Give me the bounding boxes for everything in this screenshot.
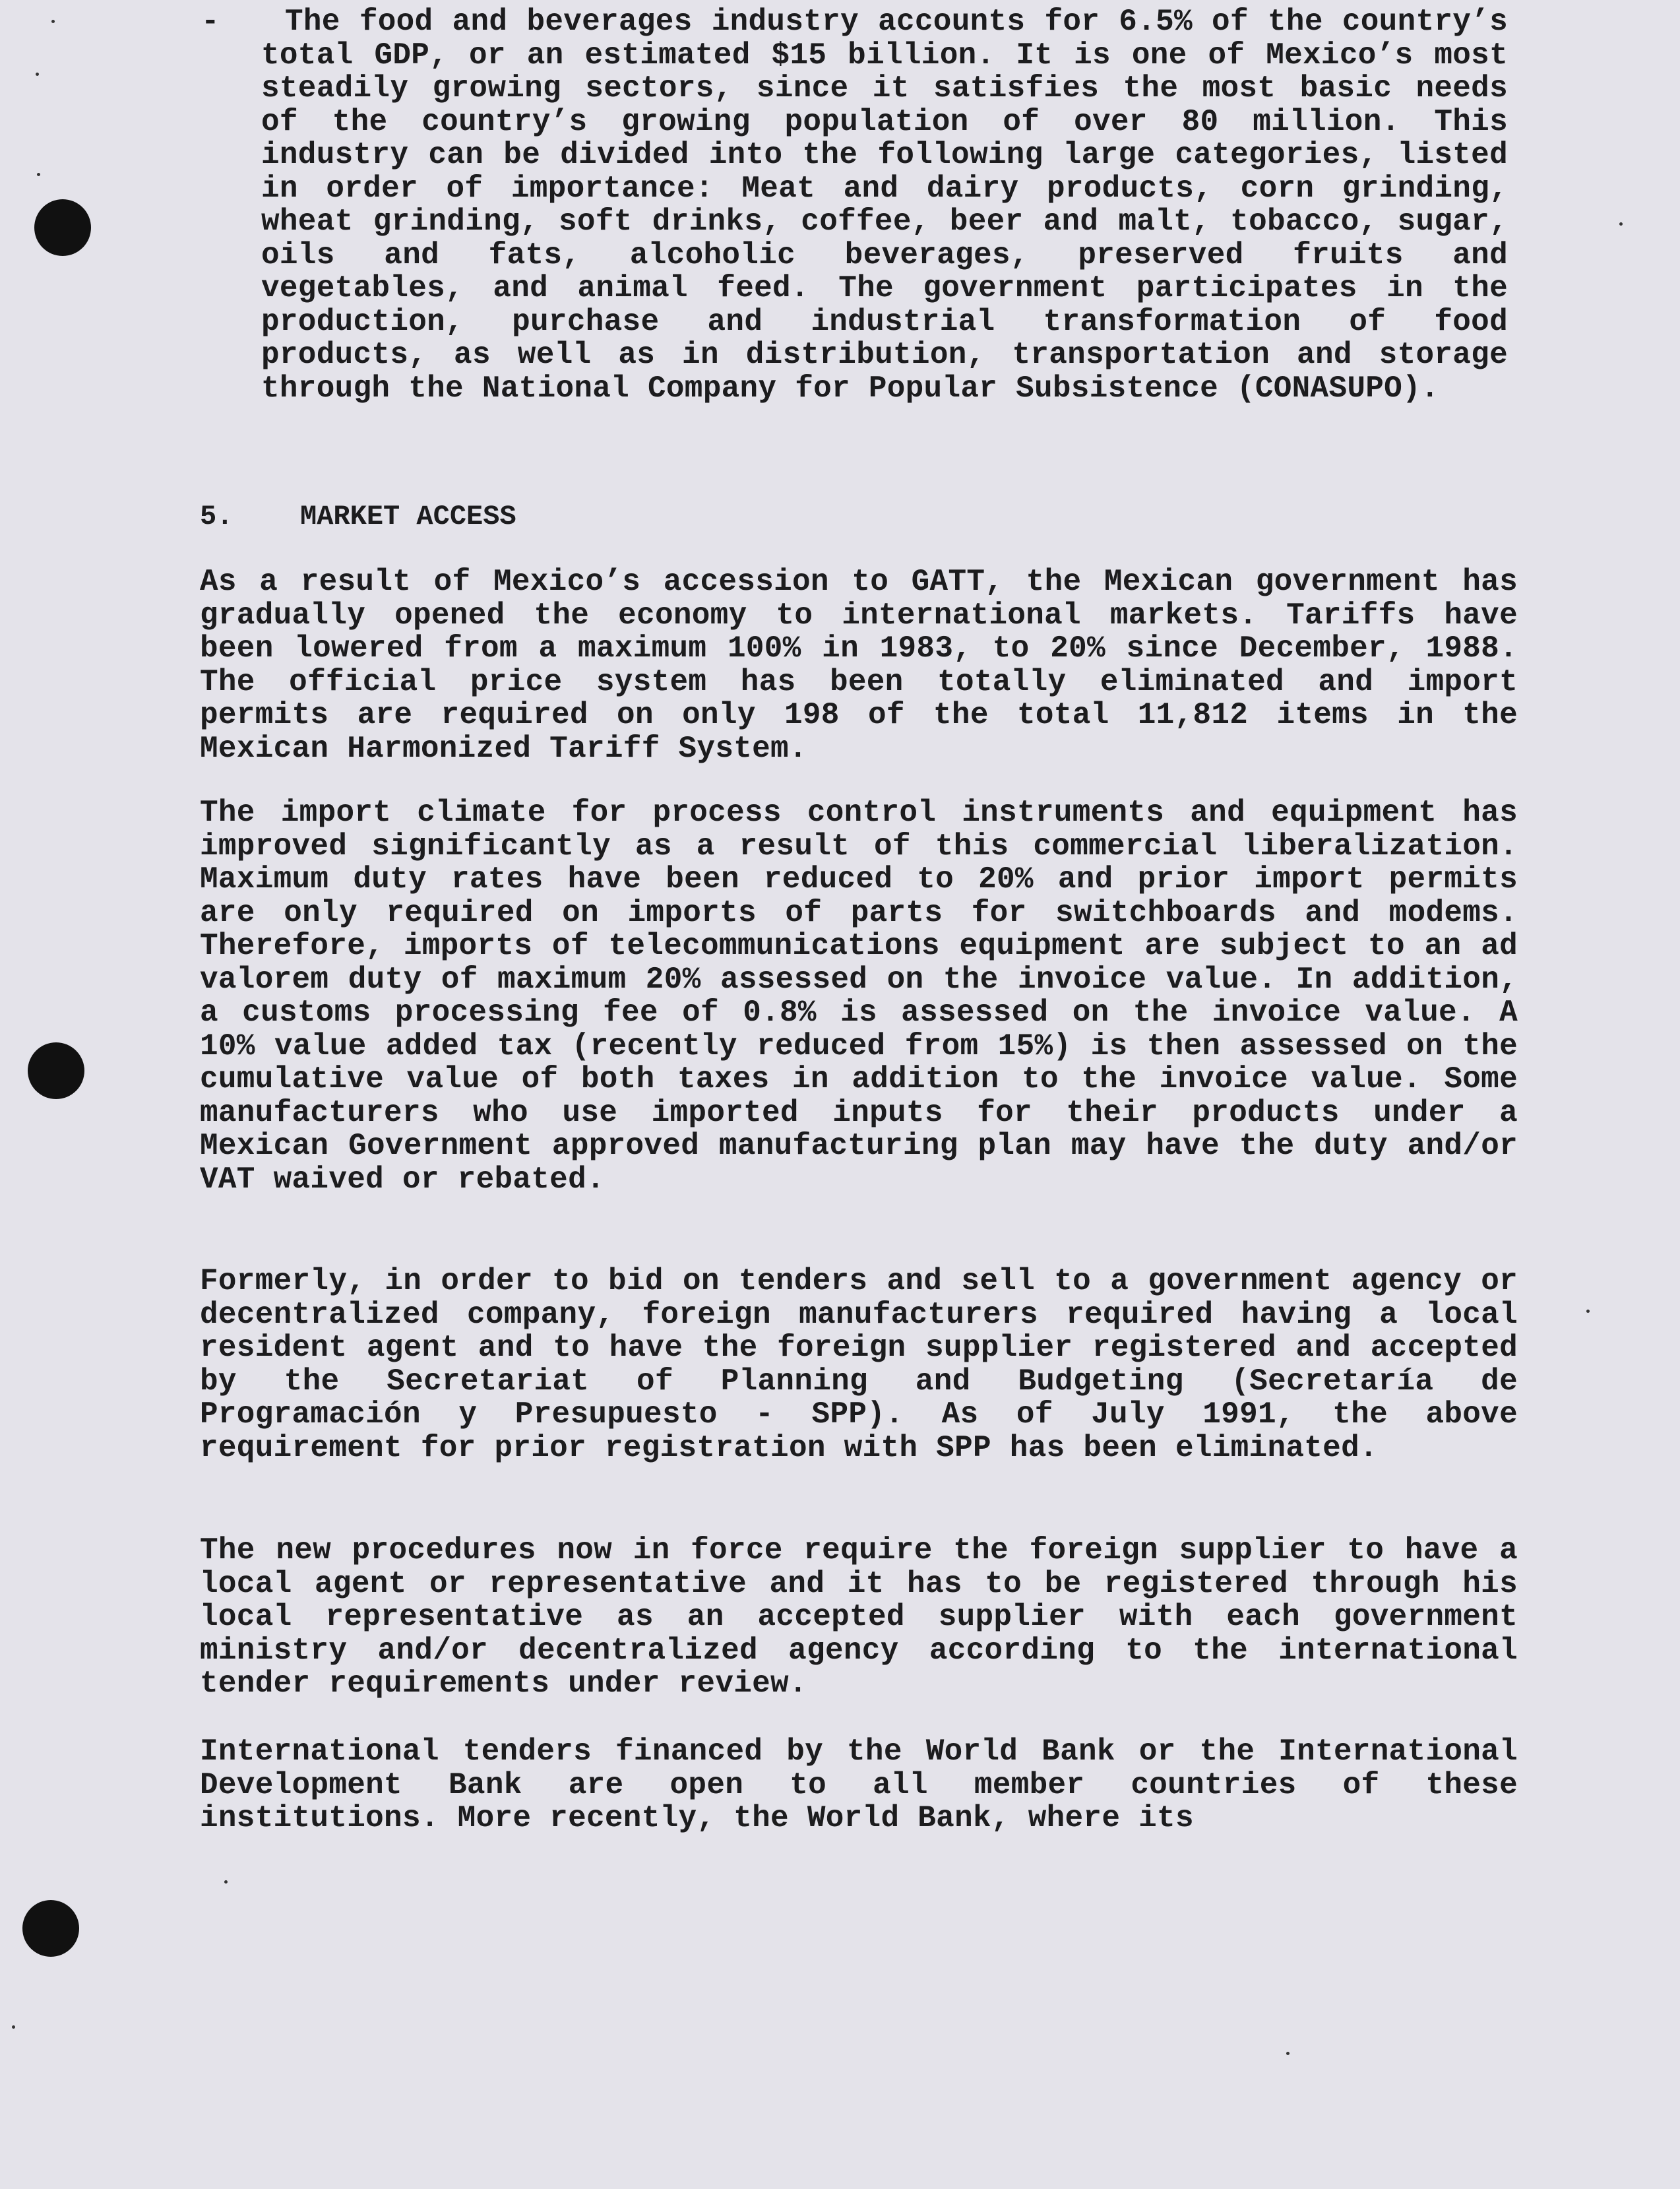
bullet-paragraph: The food and beverages industry accounts for 6.5% of the country’s total GDP, or an estimated $15 billion. It is one of Mexico’s most steadily growing sectors, since it satisfies the most basic needs of the country’s growing population of over 80 million. This industry can be divided into the following large categories, listed in order of importance: Meat and dairy products, corn grinding, wheat grinding, soft drinks, coffee, beer and malt, tobacco, sugar, oils and fats, alcoholic beverages, preserved fruits and vegetables, and animal feed. The government participates in the production, purchase and industrial transformation of food products, as well as in distribution, transportation and storage through the National Company for Popular Subsistence (CONASUPO).	[261, 5, 1508, 406]
scan-speck	[37, 173, 40, 176]
paragraph-import-climate: The import climate for process control instruments and equipment has improved significantly as a result of this commercial liberalization. Maximum duty rates have been reduced to 20% and prior import permits are only required on imports of parts for switchboards and modems. Therefore, imports of telecommunications equipment are subject to an ad valorem duty of maximum 20% assessed on the invoice value. In addition, a customs processing fee of 0.8% is assessed on the invoice value. A 10% value added tax (recently reduced from 15%) is then assessed on the cumulative value of both taxes in addition to the invoice value. Some manufacturers who use imported inputs for their products under a Mexican Government approved manufacturing plan may have the duty and/or VAT waived or rebated.	[200, 796, 1518, 1197]
paragraph-gatt-accession: As a result of Mexico’s accession to GATT, the Mexican government has gradually opened the economy to international markets. Tariffs have been lowered from a maximum 100% in 1983, to 20% since December, 1988. The official price system has been totally eliminated and import permits are required on only 198 of the total 11,812 items in the Mexican Harmonized Tariff System.	[200, 565, 1518, 766]
punch-hole-top	[34, 199, 91, 256]
paragraph-new-procedures: The new procedures now in force require the foreign supplier to have a local agent or representative and it has to be registered through his local representative as an accepted supplier with each government ministry and/or decentralized agency according to the international tender requirements under review.	[200, 1533, 1518, 1701]
punch-hole-middle	[28, 1042, 84, 1099]
scan-speck	[12, 2025, 15, 2029]
scan-speck	[1586, 1310, 1590, 1313]
paragraph-international-tenders: International tenders financed by the World Bank or the International Development Bank are open to all member countries of these institutions. More recently, the World Bank, where its	[200, 1734, 1518, 1835]
scan-speck	[36, 73, 39, 76]
paragraph-tender-registration: Formerly, in order to bid on tenders and sell to a government agency or decentralized company, foreign manufacturers required having a local resident agent and to have the foreign supplier registered and accepted by the Secretariat of Planning and Budgeting (Secretaría de Programación y Presupuesto - SPP). As of July 1991, the above requirement for prior registration with SPP has been eliminated.	[200, 1264, 1518, 1465]
section-heading	[200, 500, 516, 533]
section-number: 5.	[200, 501, 233, 532]
scan-speck	[1619, 222, 1623, 226]
scan-speck	[224, 1880, 228, 1884]
punch-hole-bottom	[22, 1900, 79, 1957]
bullet-dash: -	[201, 5, 220, 39]
scan-speck	[1286, 2052, 1290, 2055]
scan-speck	[51, 20, 55, 23]
section-title: MARKET ACCESS	[300, 501, 516, 532]
